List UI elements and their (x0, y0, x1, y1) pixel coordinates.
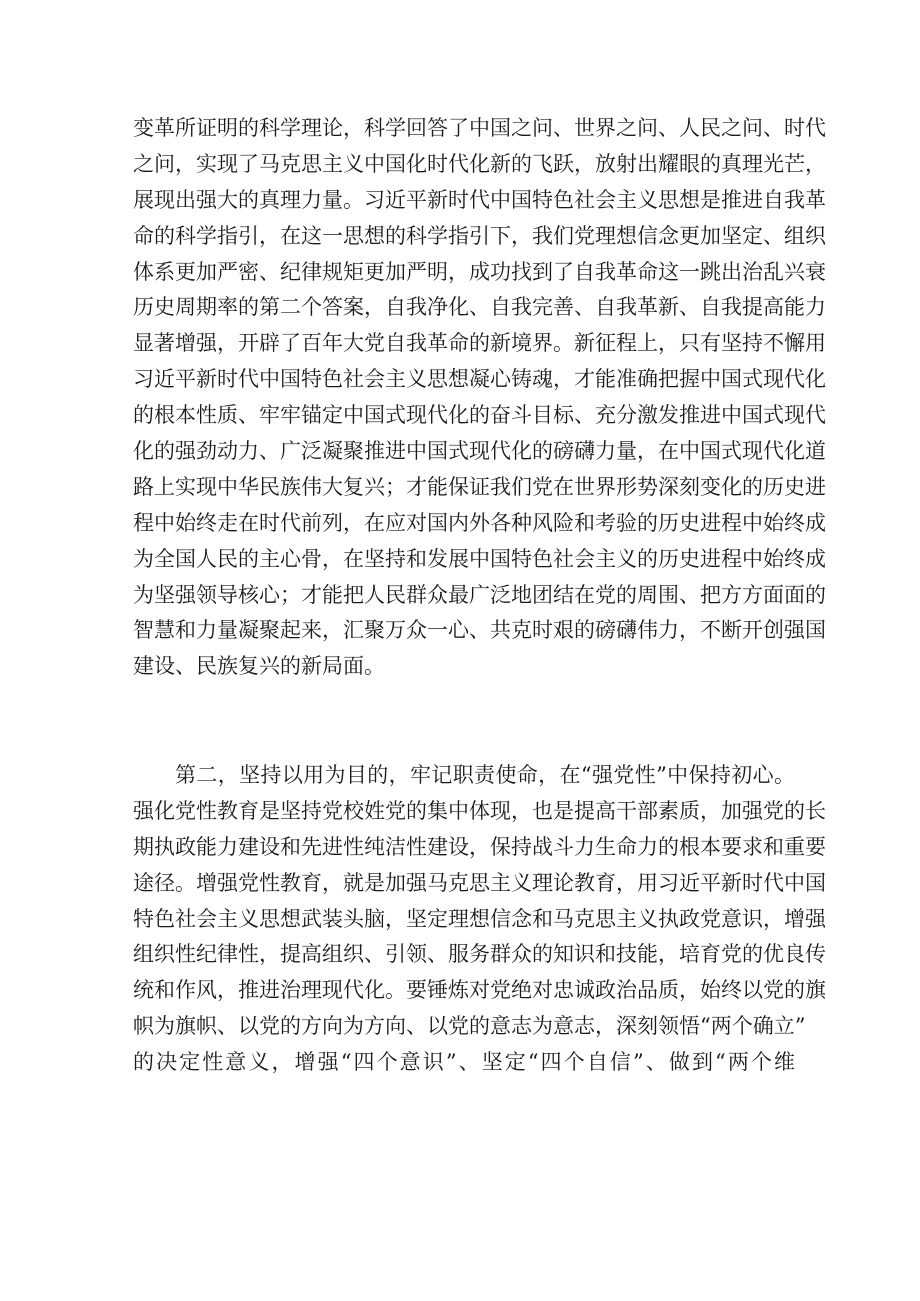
text-line: 化的强劲动力、广泛凝聚推进中国式现代化的磅礴力量，在中国式现代化道 (133, 439, 826, 464)
text-line: 展现出强大的真理力量。习近平新时代中国特色社会主义思想是推进自我革 (133, 187, 826, 212)
text-line: 体系更加严密、纪律规矩更加严明，成功找到了自我革命这一跳出治乱兴衰 (133, 259, 826, 284)
text-line: 特色社会主义思想武装头脑，坚定理想信念和马克思主义执政党意识，增强 (133, 906, 826, 931)
text-line: 路上实现中华民族伟大复兴；才能保证我们党在世界形势深刻变化的历史进 (133, 474, 826, 499)
text-line: 变革所证明的科学理论，科学回答了中国之问、世界之问、人民之问、时代 (133, 116, 826, 140)
text-line: 建设、民族复兴的新局面。 (133, 654, 385, 679)
paragraph-heading-line: 第二，坚持以用为目的，牢记职责使命，在“强党性”中保持初心。 (175, 763, 795, 787)
text-line: 历史周期率的第二个答案，自我净化、自我完善、自我革新、自我提高能力 (133, 295, 826, 320)
text-line: 智慧和力量凝聚起来，汇聚万众一心、共克时艰的磅礴伟力，不断开创强国 (133, 618, 826, 643)
text-line: 命的科学指引，在这一思想的科学指引下，我们党理想信念更加坚定、组织 (133, 223, 826, 248)
text-line: 的根本性质、牢牢锚定中国式现代化的奋斗目标、充分激发推进中国式现代 (133, 403, 826, 428)
text-line: 帜为旗帜、以党的方向为方向、以党的意志为意志，深刻领悟“两个确立” (133, 1014, 806, 1039)
text-line: 组织性纪律性，提高组织、引领、服务群众的知识和技能，培育党的优良传 (133, 942, 826, 967)
text-line: 统和作风，推进治理现代化。要锤炼对党绝对忠诚政治品质，始终以党的旗 (133, 978, 826, 1003)
text-line: 习近平新时代中国特色社会主义思想凝心铸魂，才能准确把握中国式现代化 (133, 367, 826, 392)
text-line: 途径。增强党性教育，就是加强马克思主义理论教育，用习近平新时代中国 (133, 870, 826, 895)
text-line: 程中始终走在时代前列，在应对国内外各种风险和考验的历史进程中始终成 (133, 510, 826, 535)
text-line: 为坚强领导核心；才能把人民群众最广泛地团结在党的周围、把方方面面的 (133, 582, 826, 607)
text-line: 期执政能力建设和先进性纯洁性建设，保持战斗力生命力的根本要求和重要 (133, 834, 826, 859)
paragraph-1 (133, 111, 826, 685)
text-line: 的决定性意义，增强“四个意识”、坚定“四个自信”、做到“两个维 (133, 1050, 795, 1075)
text-line: 之问，实现了马克思主义中国化时代化新的飞跃，放射出耀眼的真理光芒， (133, 151, 826, 176)
text-line: 为全国人民的主心骨，在坚持和发展中国特色社会主义的历史进程中始终成 (133, 546, 826, 571)
text-line: 显著增强，开辟了百年大党自我革命的新境界。新征程上，只有坚持不懈用 (133, 331, 826, 356)
paragraph-2 (133, 758, 826, 1081)
text-line: 强化党性教育是坚持党校姓党的集中体现，也是提高干部素质，加强党的长 (133, 798, 826, 823)
